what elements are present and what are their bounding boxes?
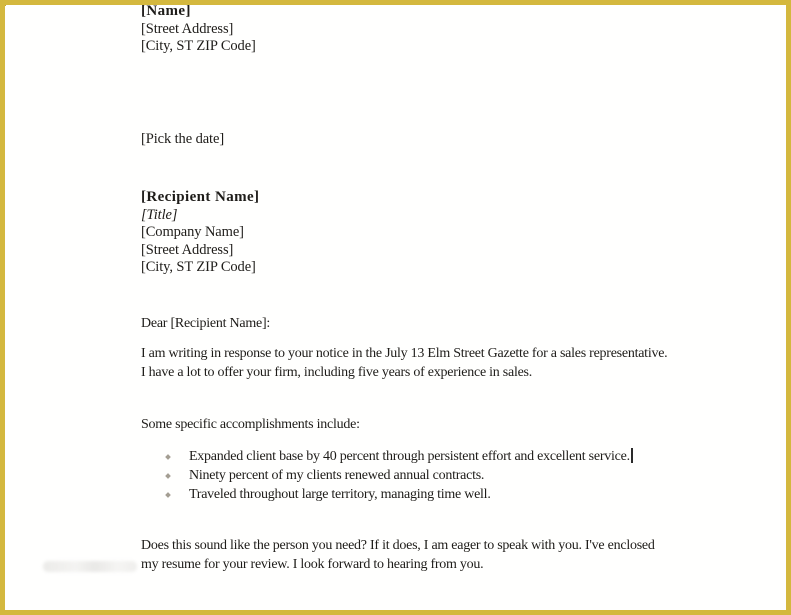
recipient-title: [Title]: [141, 206, 178, 223]
salutation: Dear [Recipient Name]:: [141, 316, 270, 331]
paragraph-closing: Does this sound like the person you need? If it does, I am eager to speak with you. I've enclosed my resume for your review. I look forward to hearing from you.: [141, 538, 655, 572]
sender-city: [City, ST ZIP Code]: [141, 38, 256, 54]
bullet-icon: [166, 485, 189, 504]
bullet-icon: [166, 466, 189, 485]
bullet-item-text: Traveled throughout large territory, managing time well.: [189, 487, 491, 502]
sender-street: [Street Address]: [141, 20, 234, 37]
bullet-item-text: Ninety percent of my clients renewed annual contracts.: [189, 468, 485, 483]
list-item: [141, 466, 669, 485]
bullet-item-text: Expanded client base by 40 percent through persistent effort and excellent service.: [189, 447, 659, 466]
recipient-city: [City, ST ZIP Code]: [141, 259, 256, 275]
bullet-icon: [166, 447, 189, 466]
recipient-name: [Recipient Name]: [141, 189, 260, 205]
recipient-company: [Company Name]: [141, 224, 244, 240]
recipient-street: [Street Address]: [141, 241, 234, 258]
list-item: [141, 447, 669, 466]
watermark: [43, 561, 137, 572]
recipient-address-block: [141, 189, 669, 277]
date-placeholder: [Pick the date]: [141, 131, 225, 147]
list-item: [141, 485, 669, 504]
paragraph-accomplishments-intro: Some specific accomplishments include:: [141, 417, 360, 432]
text-cursor: [631, 448, 633, 463]
sender-address-block: [141, 3, 669, 56]
sender-name: [Name]: [141, 3, 191, 19]
paragraph-opening: I am writing in response to your notice in the July 13 Elm Street Gazette for a sales representative. I have a lot to offer your firm, including five years of experience in sales.: [141, 346, 668, 380]
accomplishments-list: [141, 447, 669, 504]
